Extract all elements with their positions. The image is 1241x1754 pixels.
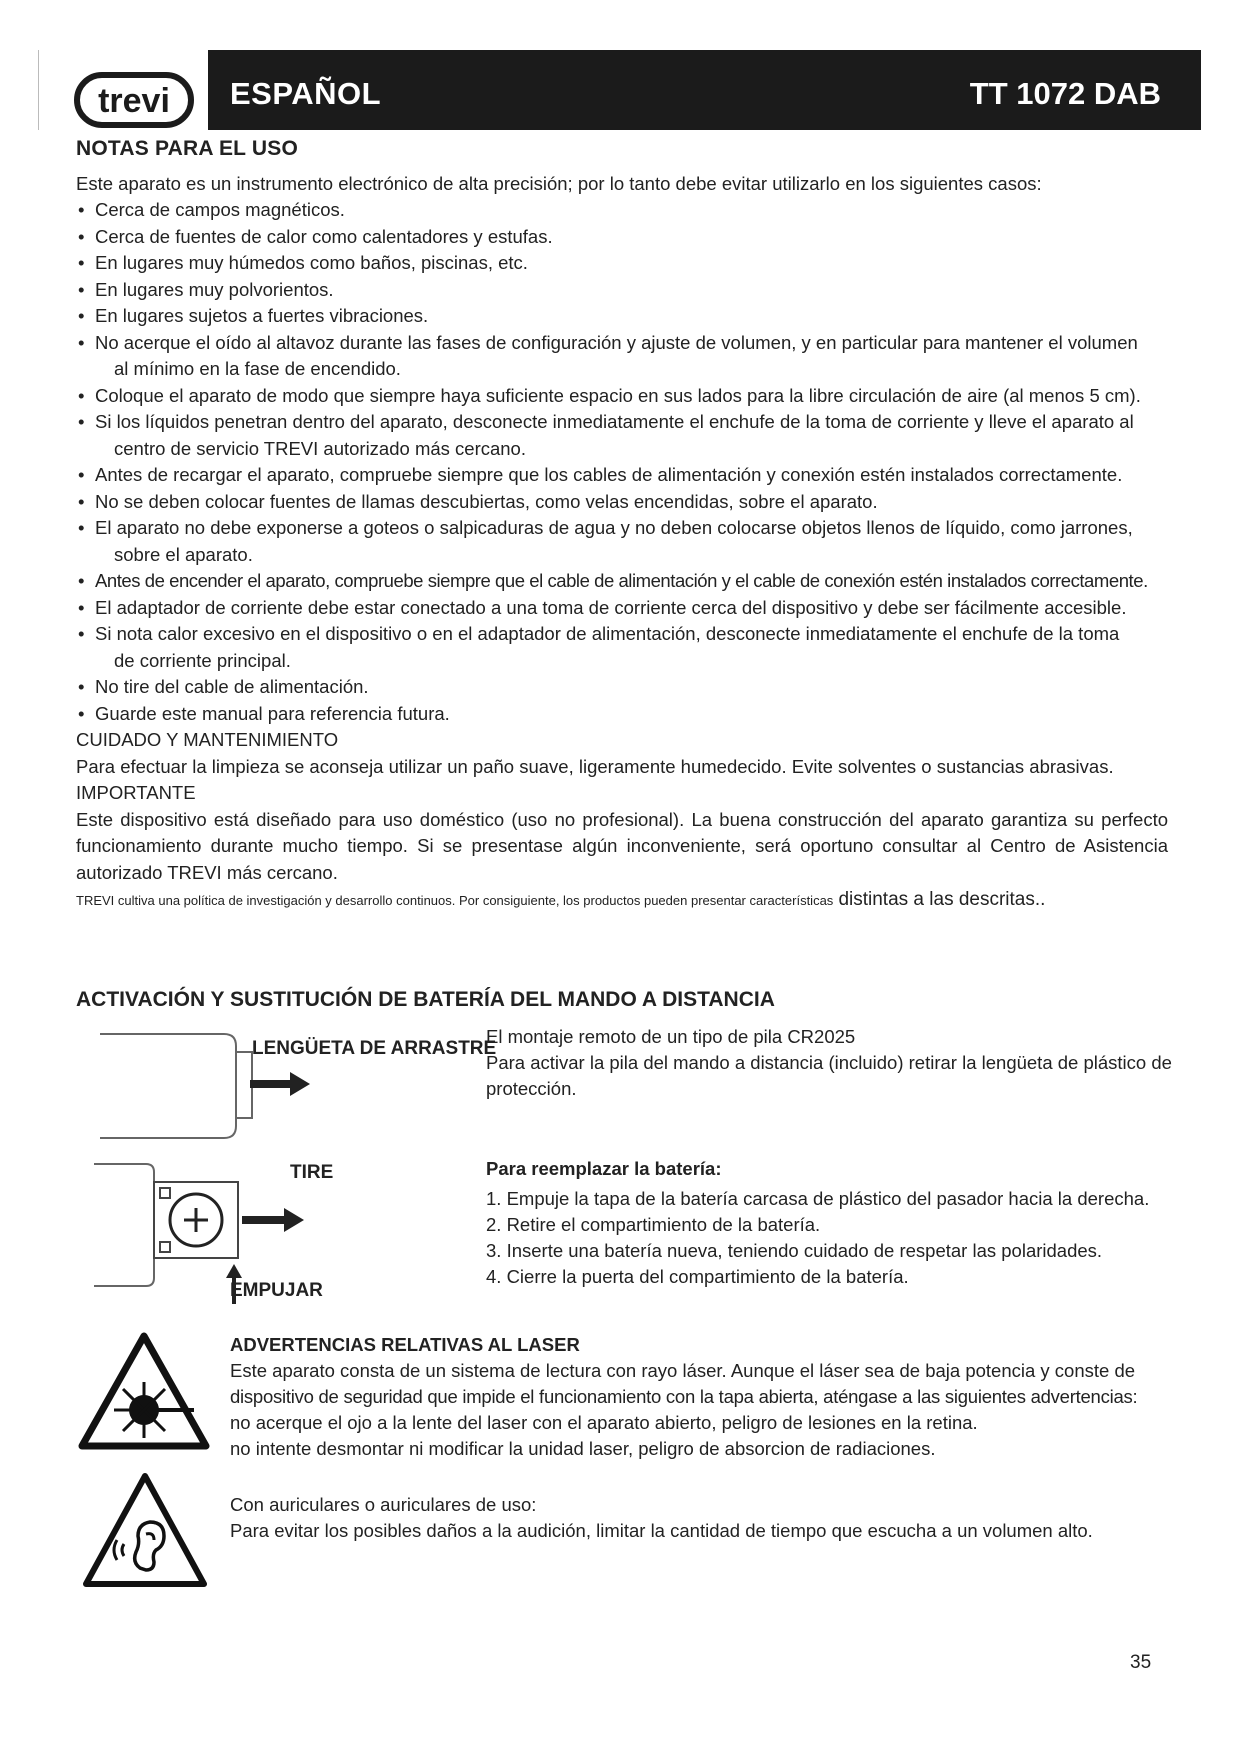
battery-intro-line1: El montaje remoto de un tipo de pila CR2025: [486, 1026, 856, 1047]
list-item: [76, 409, 1168, 462]
push-label: EMPUJAR: [230, 1280, 323, 1301]
notes-list: [76, 197, 1168, 727]
list-item-continuation: de corriente principal.: [114, 649, 291, 671]
policy-note: [76, 886, 1168, 915]
list-item-continuation: centro de servicio TREVI autorizado más cercano.: [114, 437, 526, 459]
battery-intro: [486, 1024, 1176, 1102]
list-item: • Antes de encender el aparato, compruebe siempre que el cable de alimentación y el cable de conexión estén instalados correctamente.: [76, 568, 1168, 595]
battery-intro-line2: Para activar la pila del mando a distancia (incluido) retirar la lengüeta de plástico de protección.: [486, 1052, 1172, 1099]
list-item: • En lugares sujetos a fuertes vibraciones.: [76, 303, 1168, 330]
hearing-text: Para evitar los posibles daños a la audición, limitar la cantidad de tiempo que escucha a un volumen alto.: [230, 1520, 1093, 1541]
list-item: [76, 330, 1168, 383]
list-item-text: Si los líquidos penetran dentro del aparato, desconecte inmediatamente el enchufe de la toma de corriente y lleve el aparato al: [95, 411, 1134, 432]
notes-title: NOTAS PARA EL USO: [76, 137, 298, 160]
laser-section: [230, 1332, 1180, 1462]
pull-label: TIRE: [290, 1162, 334, 1183]
policy-big-text: distintas a las descritas..: [838, 889, 1046, 910]
list-item: • Cerca de campos magnéticos.: [76, 197, 1168, 224]
list-item: • En lugares muy húmedos como baños, piscinas, etc.: [76, 250, 1168, 277]
care-title: CUIDADO Y MANTENIMIENTO: [76, 729, 339, 750]
list-item: • Cerca de fuentes de calor como calentadores y estufas.: [76, 224, 1168, 251]
list-item: [76, 515, 1168, 568]
list-item-text: El aparato no debe exponerse a goteos o salpicaduras de agua y no deben colocarse objetos llenos de líquido, como jarrones,: [95, 517, 1133, 538]
list-item: • Antes de recargar el aparato, compruebe siempre que los cables de alimentación y conexión estén instalados correctamente.: [76, 462, 1168, 489]
list-item: • No se deben colocar fuentes de llamas descubiertas, como velas encendidas, sobre el aparato.: [76, 489, 1168, 516]
list-item: • El adaptador de corriente debe estar conectado a una toma de corriente cerca del dispositivo y debe ser fácilmente accesible.: [76, 595, 1168, 622]
list-item: • Guarde este manual para referencia futura.: [76, 701, 1168, 728]
hearing-warning-icon: [80, 1470, 210, 1590]
header-bar: [208, 50, 1201, 130]
notes-intro: Este aparato es un instrumento electrónico de alta precisión; por lo tanto debe evitar utilizarlo en los siguientes casos:: [76, 172, 1042, 194]
list-item: [76, 621, 1168, 674]
important-text: Este dispositivo está diseñado para uso doméstico (uso no profesional). La buena construcción del aparato garantiza su perfecto funcionamiento durante mucho tiempo. Si se presentase algún inconveniente, será oportuno consultar al Centro de Asistencia autorizado TREVI más cercano.: [76, 808, 1168, 883]
list-item: 4. Cierre la puerta del compartimiento de la batería.: [486, 1266, 909, 1287]
care-text: Para efectuar la limpieza se aconseja utilizar un paño suave, ligeramente humedecido. Evite solventes o sustancias abrasivas.: [76, 755, 1114, 777]
logo-text: trevi: [98, 82, 170, 120]
replace-instructions: [486, 1156, 1186, 1290]
hearing-section: [230, 1492, 1180, 1544]
list-item: 3. Inserte una batería nueva, teniendo cuidado de respetar las polaridades.: [486, 1240, 1103, 1261]
hearing-title: Con auriculares o auriculares de uso:: [230, 1494, 537, 1515]
battery-section-title: ACTIVACIÓN Y SUSTITUCIÓN DE BATERÍA DEL MANDO A DISTANCIA: [76, 988, 775, 1011]
list-item: 2. Retire el compartimiento de la batería.: [486, 1214, 821, 1235]
language-title: ESPAÑOL: [230, 76, 382, 111]
policy-small-text: TREVI cultiva una política de investigación y desarrollo continuos. Por consiguiente, los productos pueden presentar características: [76, 893, 834, 908]
page-number: 35: [1130, 1652, 1152, 1673]
list-item-text: No acerque el oído al altavoz durante las fases de configuración y ajuste de volumen, y en particular para mantener el volumen: [95, 331, 1138, 353]
list-item: 1. Empuje la tapa de la batería carcasa de plástico del pasador hacia la derecha.: [486, 1188, 1150, 1209]
laser-text-line3: no acerque el ojo a la lente del laser con el aparato abierto, peligro de lesiones en la retina.: [230, 1412, 978, 1433]
list-item-continuation: al mínimo en la fase de encendido.: [114, 358, 401, 379]
list-item: • No tire del cable de alimentación.: [76, 674, 1168, 701]
laser-title: ADVERTENCIAS RELATIVAS AL LASER: [230, 1334, 580, 1355]
laser-warning-icon: [76, 1330, 212, 1452]
important-title: IMPORTANTE: [76, 782, 196, 803]
tab-label: LENGÜETA DE ARRASTRE: [252, 1038, 497, 1059]
list-item-continuation: sobre el aparato.: [114, 543, 253, 565]
notes-section: [76, 136, 1168, 915]
trevi-logo: [74, 72, 194, 128]
model-title: TT 1072 DAB: [969, 76, 1161, 111]
laser-text-line4: no intente desmontar ni modificar la unidad laser, peligro de absorcion de radiaciones.: [230, 1438, 936, 1459]
list-item: • En lugares muy polvorientos.: [76, 277, 1168, 304]
list-item-text: Si nota calor excesivo en el dispositivo o en el adaptador de alimentación, desconecte inmediatamente el enchufe de la toma: [95, 623, 1120, 644]
laser-text-line2: dispositivo de seguridad que impide el funcionamiento con la tapa abierta, aténgase a las siguientes advertencias:: [230, 1386, 1138, 1407]
replace-title: Para reemplazar la batería:: [486, 1158, 722, 1179]
replace-steps: [486, 1186, 1186, 1290]
list-item: • Coloque el aparato de modo que siempre haya suficiente espacio en sus lados para la libre circulación de aire (al menos 5 cm).: [76, 383, 1168, 410]
margin-rule: [38, 50, 39, 130]
laser-text-line1: Este aparato consta de un sistema de lectura con rayo láser. Aunque el láser sea de baja potencia y conste de: [230, 1360, 1136, 1381]
